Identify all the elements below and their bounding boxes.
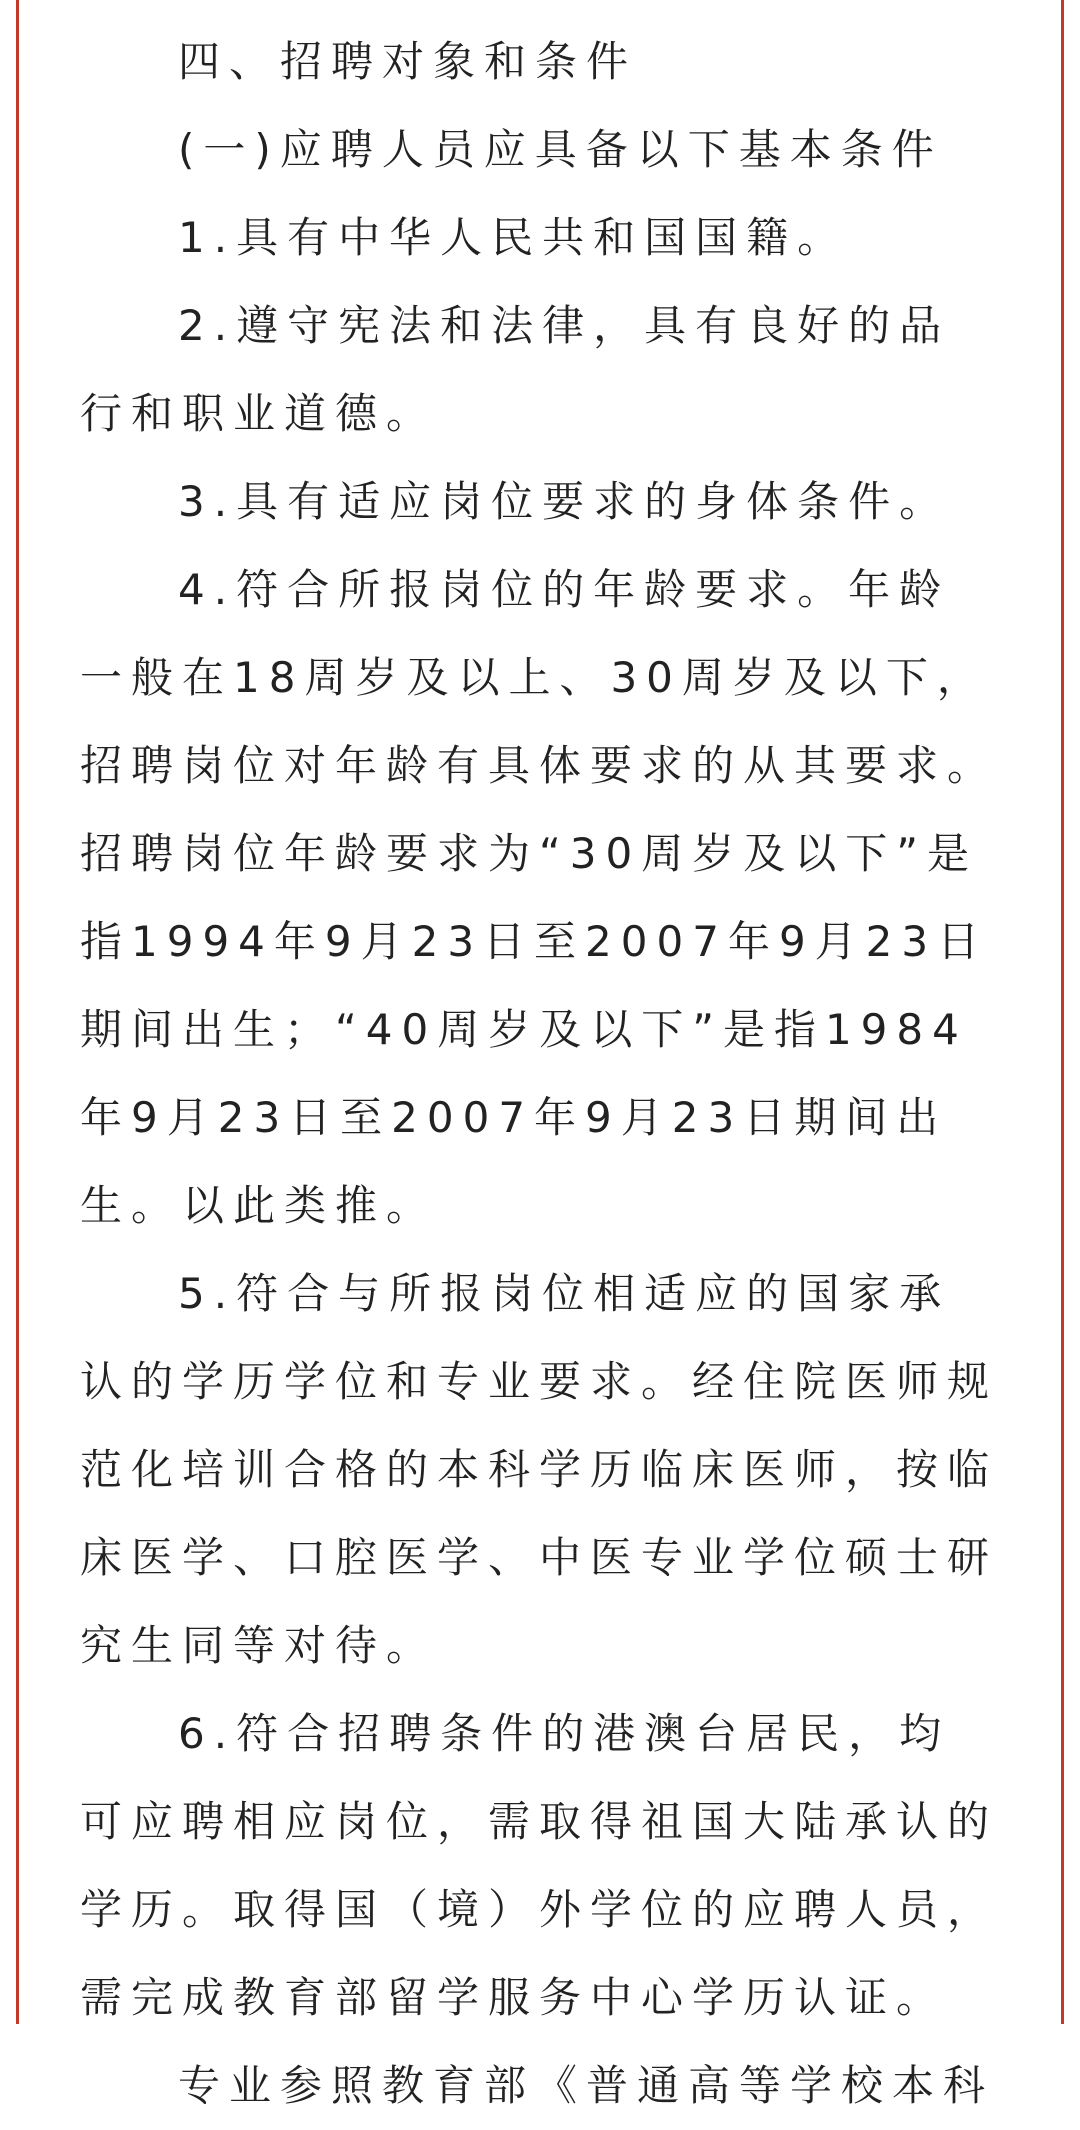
section-heading: 四、招聘对象和条件	[178, 37, 638, 86]
subsection-heading: (一)应聘人员应具备以下基本条件	[178, 125, 943, 174]
left-border-line	[16, 0, 19, 2024]
condition-item-6: 6.符合招聘条件的港澳台居民，均可应聘相应岗位，需取得祖国大陆承认的学历。取得国（境）外学位的应聘人员，需完成教育部留学服务中心学历认证。	[80, 1709, 999, 2022]
major-reference-paragraph: 专业参照教育部《普通高等学校本科	[178, 2061, 995, 2110]
article-body	[80, 18, 1000, 2130]
condition-item-4: 4.符合所报岗位的年龄要求。年龄一般在18周岁及以上、30周岁及以下，招聘岗位对年龄有具体要求的从其要求。招聘岗位年龄要求为“30周岁及以下”是指1994年9月23日至2007年9月23日期间出生；“40周岁及以下”是指1984年9月23日至2007年9月23日期间出生。以此类推。	[80, 565, 999, 1230]
condition-item-2: 2.遵守宪法和法律，具有良好的品行和职业道德。	[80, 301, 951, 438]
condition-item-1: 1.具有中华人民共和国国籍。	[178, 213, 849, 262]
condition-item-3: 3.具有适应岗位要求的身体条件。	[178, 477, 951, 526]
condition-item-5: 5.符合与所报岗位相适应的国家承认的学历学位和专业要求。经住院医师规范化培训合格的本科学历临床医师，按临床医学、口腔医学、中医专业学位硕士研究生同等对待。	[80, 1269, 999, 1670]
right-border-line	[1061, 0, 1064, 2024]
